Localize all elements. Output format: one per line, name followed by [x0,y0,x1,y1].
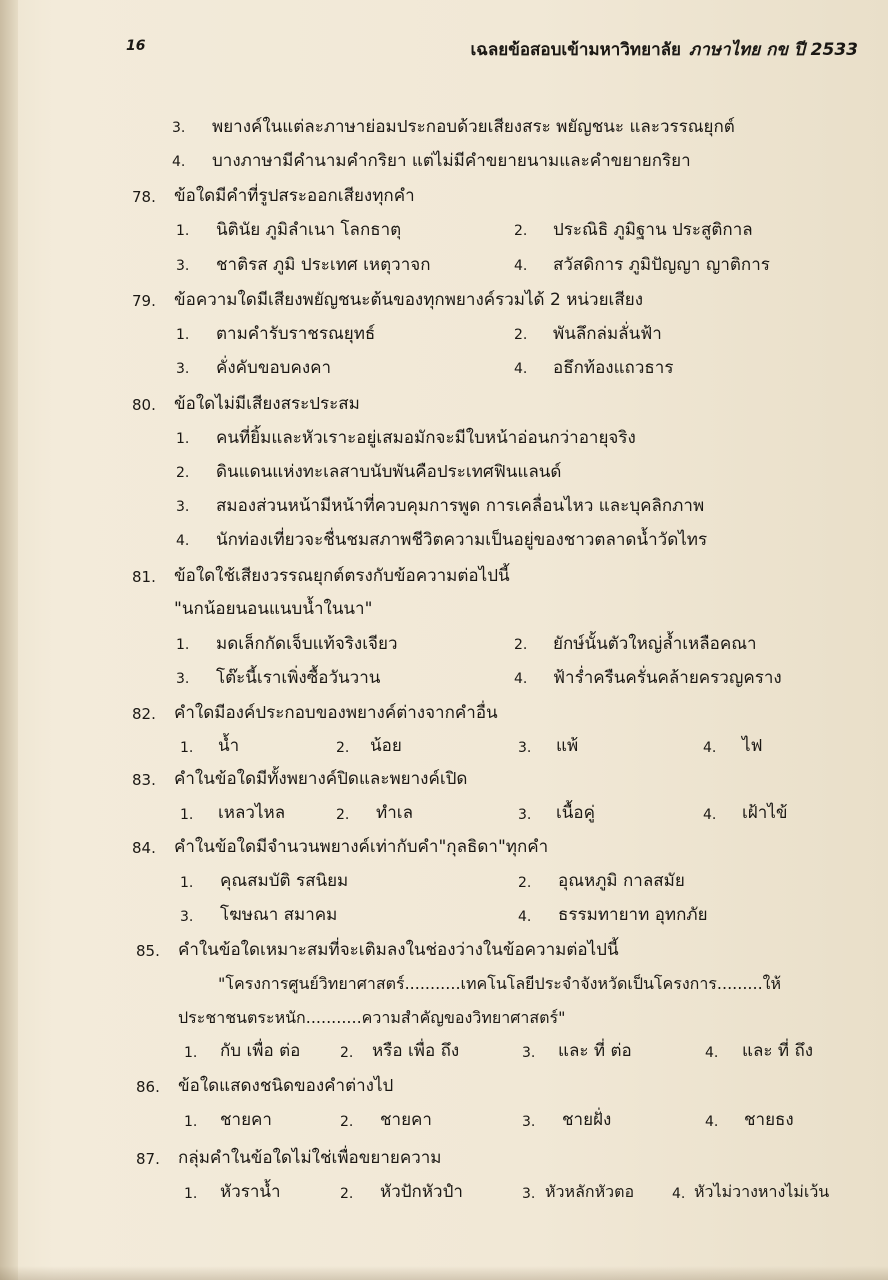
option-number: 1. [176,431,190,447]
option-text: หัวหลักหัวตอ [545,1182,635,1201]
option-text: เหลวไหล [218,803,286,823]
question-number: 78. [132,188,156,206]
option-text: ยักษ์นั้นตัวใหญ่ล้ำเหลือคณา [553,634,757,654]
option-number: 1. [176,637,190,653]
option-number: 1. [180,807,194,823]
option-number: 4. [705,1114,719,1130]
option-number: 4. [703,807,717,823]
question-stem: กลุ่มคำในข้อใดไม่ใช่เพื่อขยายความ [178,1148,442,1168]
option-text: โต๊ะนี้เราเพิ่งซื้อวันวาน [216,668,381,688]
option-number: 2. [336,807,350,823]
option-number: 3. [522,1186,536,1202]
option-text: หัวราน้ำ [220,1182,281,1202]
question-stem: ข้อใดแสดงชนิดของคำต่างไป [178,1076,394,1096]
running-header [470,36,858,63]
option-number: 3. [180,909,194,925]
option-text: พันลึกล่มลั่นฟ้า [553,324,662,344]
question-stem: คำในข้อใดมีจำนวนพยางค์เท่ากับคำ"กุลธิดา"ทุกคำ [174,837,549,857]
question-stem: ข้อใดใช้เสียงวรรณยุกต์ตรงกับข้อความต่อไปนี้ [174,566,510,586]
option-text: พยางค์ในแต่ละภาษาย่อมประกอบด้วยเสียงสระ พยัญชนะ และวรรณยุกต์ [212,117,735,137]
option-text: น้อย [370,736,402,756]
option-number: 4. [705,1045,719,1061]
option-text: ชายคา [220,1110,272,1130]
option-number: 1. [180,875,194,891]
question-number: 87. [136,1150,160,1168]
option-text: และ ที่ ต่อ [558,1041,632,1061]
option-number: 3. [522,1045,536,1061]
option-number: 2. [336,740,350,756]
option-text: และ ที่ ถึง [742,1041,814,1061]
option-text: คุณสมบัติ รสนิยม [220,871,349,891]
option-number: 3. [176,361,190,377]
question-stem: ข้อความใดมีเสียงพยัญชนะต้นของทุกพยางค์รวมได้ 2 หน่วยเสียง [174,290,643,310]
option-text: เนื้อคู่ [556,803,596,823]
option-text: ทำเล [376,803,413,823]
option-number: 1. [184,1114,198,1130]
option-text: ประณิธิ ภูมิฐาน ประสูติกาล [553,220,753,240]
option-number: 1. [176,223,190,239]
option-text: หัวปักหัวปำ [380,1182,463,1202]
question-stem: คำในข้อใดมีทั้งพยางค์ปิดและพยางค์เปิด [174,769,468,789]
quoted-text: "โครงการศูนย์วิทยาศาสตร์...........เทคโนโลยีประจำจังหวัดเป็นโครงการ.........ให้ [218,974,782,993]
option-text: ไฟ [742,736,763,756]
option-number: 3. [518,740,532,756]
option-text: ชายธง [744,1110,794,1130]
option-number: 3. [176,671,190,687]
option-text: เฝ้าไข้ [742,803,788,823]
option-text: ชายฝั่ง [562,1110,612,1130]
question-stem: ข้อใดไม่มีเสียงสระประสม [174,394,360,414]
header-subtitle: ภาษาไทย กข ปี 2533 [689,40,858,60]
question-number: 82. [132,705,156,723]
question-stem: ข้อใดมีคำที่รูปสระออกเสียงทุกคำ [174,186,415,206]
option-text: หรือ เพื่อ ถึง [372,1041,460,1061]
option-number: 2. [514,223,528,239]
option-number: 3. [518,807,532,823]
option-text: ดินแดนแห่งทะเลสาบนับพันคือประเทศฟินแลนด์ [216,462,562,482]
option-text: มดเล็กกัดเจ็บแท้จริงเจียว [216,634,398,654]
option-number: 2. [514,637,528,653]
question-number: 81. [132,568,156,586]
option-number: 2. [518,875,532,891]
option-text: ชาติรส ภูมิ ประเทศ เหตุวาจก [216,255,431,275]
option-text: อธึกท้องแถวธาร [553,358,674,378]
option-text: สมองส่วนหน้ามีหน้าที่ควบคุมการพูด การเคลื่อนไหว และบุคลิกภาพ [216,496,705,516]
option-number: 1. [176,327,190,343]
option-number: 4. [514,258,528,274]
option-text: คั่งคับขอบคงคา [216,358,332,378]
option-text: ฟ้าร่ำครืนครั่นคล้ายครวญคราง [553,668,782,688]
question-number: 79. [132,292,156,310]
option-text: แพ้ [556,736,579,756]
option-number: 4. [672,1186,686,1202]
option-number: 1. [184,1045,198,1061]
quoted-text: "นกน้อยนอนแนบน้ำในนา" [174,599,373,619]
option-number: 4. [518,909,532,925]
option-text: กับ เพื่อ ต่อ [220,1041,301,1061]
option-number: 1. [180,740,194,756]
option-text: น้ำ [218,736,240,756]
option-text: หัวไม่วางหางไม่เว้น [694,1182,830,1201]
question-number: 83. [132,771,156,789]
option-text: ธรรมทายาท อุทกภัย [558,905,708,925]
option-text: สวัสดิการ ภูมิปัญญา ญาติการ [553,255,770,275]
option-text: คนที่ยิ้มและหัวเราะอยู่เสมอมักจะมีใบหน้าอ่อนกว่าอายุจริง [216,428,636,448]
option-number: 2. [340,1114,354,1130]
book-binding-edge [0,0,18,1280]
option-text: ชายคา [380,1110,432,1130]
option-number: 4. [703,740,717,756]
option-number: 4. [176,533,190,549]
option-number: 4. [172,154,186,170]
option-text: บางภาษามีคำนามคำกริยา แต่ไม่มีคำขยายนามและคำขยายกริยา [212,151,691,171]
question-number: 85. [136,942,160,960]
question-number: 80. [132,396,156,414]
page-bottom-shadow [0,1266,888,1280]
option-number: 2. [340,1186,354,1202]
option-number: 3. [176,258,190,274]
option-number: 3. [176,499,190,515]
page-number: 16 [126,38,146,54]
option-text: อุณหภูมิ กาลสมัย [558,871,685,891]
option-number: 3. [172,120,186,136]
option-number: 4. [514,361,528,377]
option-number: 2. [514,327,528,343]
option-text: นักท่องเที่ยวจะชื่นชมสภาพชีวิตความเป็นอยู่ของชาวตลาดน้ำวัดไทร [216,530,708,550]
option-text: นิตินัย ภูมิลำเนา โลกธาตุ [216,220,402,240]
option-number: 2. [176,465,190,481]
option-text: โฆษณา สมาคม [220,905,338,925]
option-number: 4. [514,671,528,687]
question-stem: คำในข้อใดเหมาะสมที่จะเติมลงในช่องว่างในข้อความต่อไปนี้ [178,940,619,960]
question-number: 84. [132,839,156,857]
question-number: 86. [136,1078,160,1096]
option-number: 1. [184,1186,198,1202]
option-text: ตามคำรับราชรณยุทธ์ [216,324,376,344]
header-title: เฉลยข้อสอบเข้ามหาวิทยาลัย [470,40,681,60]
option-number: 2. [340,1045,354,1061]
option-number: 3. [522,1114,536,1130]
quoted-text: ประชาชนตระหนัก...........ความสำคัญของวิทยาศาสตร์" [178,1008,566,1027]
question-stem: คำใดมีองค์ประกอบของพยางค์ต่างจากคำอื่น [174,703,498,723]
